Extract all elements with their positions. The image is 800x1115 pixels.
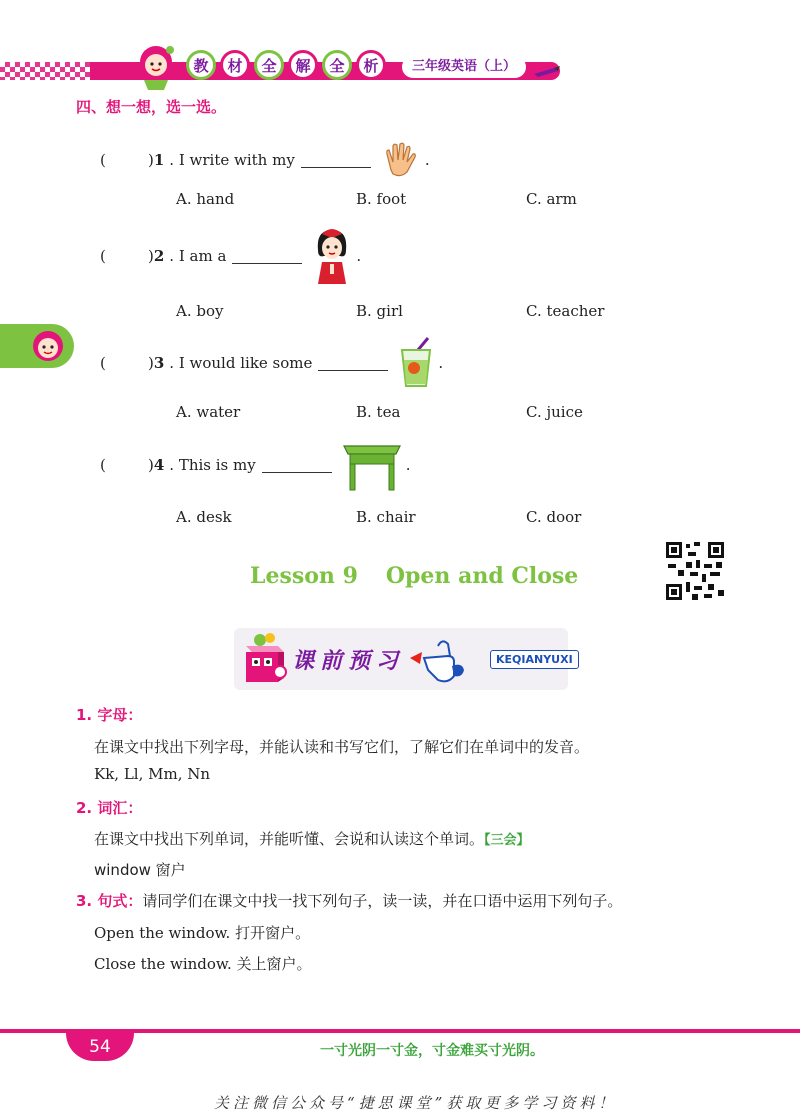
book-title-char: 全: [322, 50, 352, 80]
question-text: . I am a: [169, 247, 227, 265]
preview-heading-vocab: 2. 词汇：: [76, 799, 143, 817]
option-a[interactable]: A. desk: [176, 508, 232, 526]
book-title: [186, 50, 386, 80]
option-a[interactable]: A. water: [176, 403, 241, 421]
pointing-hand-icon: [408, 636, 468, 686]
banner-pinyin: KEQIANYUXI: [490, 650, 579, 669]
question-number: 4: [153, 456, 165, 474]
desk-icon: [340, 438, 404, 492]
question-1: [100, 140, 430, 180]
question-2: [100, 226, 361, 286]
question-text: . This is my: [169, 456, 256, 474]
option-c[interactable]: C. door: [526, 508, 582, 526]
vocab-word: [94, 859, 186, 880]
cube-mascot-icon: [238, 632, 290, 688]
question-text: . I would like some: [169, 354, 313, 372]
answer-paren-open[interactable]: (: [100, 354, 106, 372]
answer-paren-open[interactable]: (: [100, 247, 106, 265]
option-b[interactable]: B. chair: [356, 508, 416, 526]
section-title: 四、想一想，选一选。: [76, 98, 227, 116]
book-title-char: 全: [254, 50, 284, 80]
answer-paren-close: ): [148, 151, 154, 169]
lesson-name: Open and Close: [385, 563, 579, 589]
question-end: .: [405, 456, 411, 474]
three-skills-tag: 【三会】: [484, 833, 530, 848]
answer-blank[interactable]: [301, 153, 371, 168]
answer-paren-open[interactable]: (: [100, 456, 106, 474]
option-c[interactable]: C. teacher: [526, 302, 605, 320]
preview-heading-sentences: [76, 890, 622, 911]
juice-icon: [396, 336, 436, 390]
option-b[interactable]: B. tea: [356, 403, 401, 421]
question-number: 1: [153, 151, 165, 169]
letters-description: 在课文中找出下列字母，并能认读和书写它们，了解它们在单词中的发音。: [94, 738, 590, 756]
side-tab: [0, 324, 74, 368]
answer-paren-open[interactable]: (: [100, 151, 106, 169]
question-end: .: [424, 151, 430, 169]
book-title-char: 析: [356, 50, 386, 80]
cartoon-face-icon: [30, 328, 66, 364]
question-end: .: [438, 354, 444, 372]
footer-motto: 一寸光阴一寸金，寸金难买寸光阴。: [320, 1043, 544, 1059]
option-b[interactable]: B. girl: [356, 302, 403, 320]
lesson-title: [250, 563, 578, 589]
subject-label: 三年级英语（上）: [402, 56, 526, 78]
option-c[interactable]: C. juice: [526, 403, 583, 421]
hand-icon: [379, 140, 423, 180]
page-number: 54: [66, 1033, 134, 1061]
handwritten-note: 关注微信公众号“捷思课堂”获取更多学习资料！: [214, 1094, 618, 1112]
question-text: . I write with my: [169, 151, 295, 169]
vocab-word-text: window 窗户: [94, 861, 186, 879]
option-a[interactable]: A. hand: [176, 190, 235, 208]
sentences-heading: 3. 句式：: [76, 892, 143, 910]
preview-heading-letters: 1. 字母：: [76, 706, 143, 724]
answer-blank[interactable]: [318, 356, 388, 371]
answer-paren-close: ): [148, 456, 154, 474]
option-a[interactable]: A. boy: [176, 302, 224, 320]
sentence-2: Close the window. 关上窗户。: [94, 955, 312, 973]
question-end: .: [356, 247, 362, 265]
pencil-icon: [532, 62, 562, 80]
qr-code-icon[interactable]: [664, 540, 726, 602]
answer-blank[interactable]: [232, 249, 302, 264]
option-c[interactable]: C. arm: [526, 190, 577, 208]
question-4: [100, 438, 411, 492]
vocab-description: 在课文中找出下列单词，并能听懂、会说和认读这个单词。: [94, 830, 485, 848]
preview-desc-vocab: [94, 828, 530, 849]
option-b[interactable]: B. foot: [356, 190, 407, 208]
letters-list: Kk, Ll, Mm, Nn: [94, 765, 211, 783]
question-3: [100, 336, 443, 390]
sentences-description: 请同学们在课文中找一找下列句子，读一读，并在口语中运用下列句子。: [142, 892, 623, 910]
lesson-number: Lesson 9: [250, 563, 358, 589]
question-number: 3: [153, 354, 165, 372]
girl-icon: [310, 226, 354, 286]
preview-desc-letters: [94, 736, 589, 757]
answer-paren-close: ): [148, 247, 154, 265]
preview-banner: [234, 628, 573, 690]
question-number: 2: [153, 247, 165, 265]
page-header: [0, 40, 800, 100]
cartoon-girl-icon: [130, 40, 182, 92]
book-title-char: 材: [220, 50, 250, 80]
answer-blank[interactable]: [262, 458, 332, 473]
answer-paren-close: ): [148, 354, 154, 372]
sentence-1: Open the window. 打开窗户。: [94, 924, 311, 942]
book-title-char: 教: [186, 50, 216, 80]
banner-title: 课前预习: [292, 649, 405, 674]
book-title-char: 解: [288, 50, 318, 80]
